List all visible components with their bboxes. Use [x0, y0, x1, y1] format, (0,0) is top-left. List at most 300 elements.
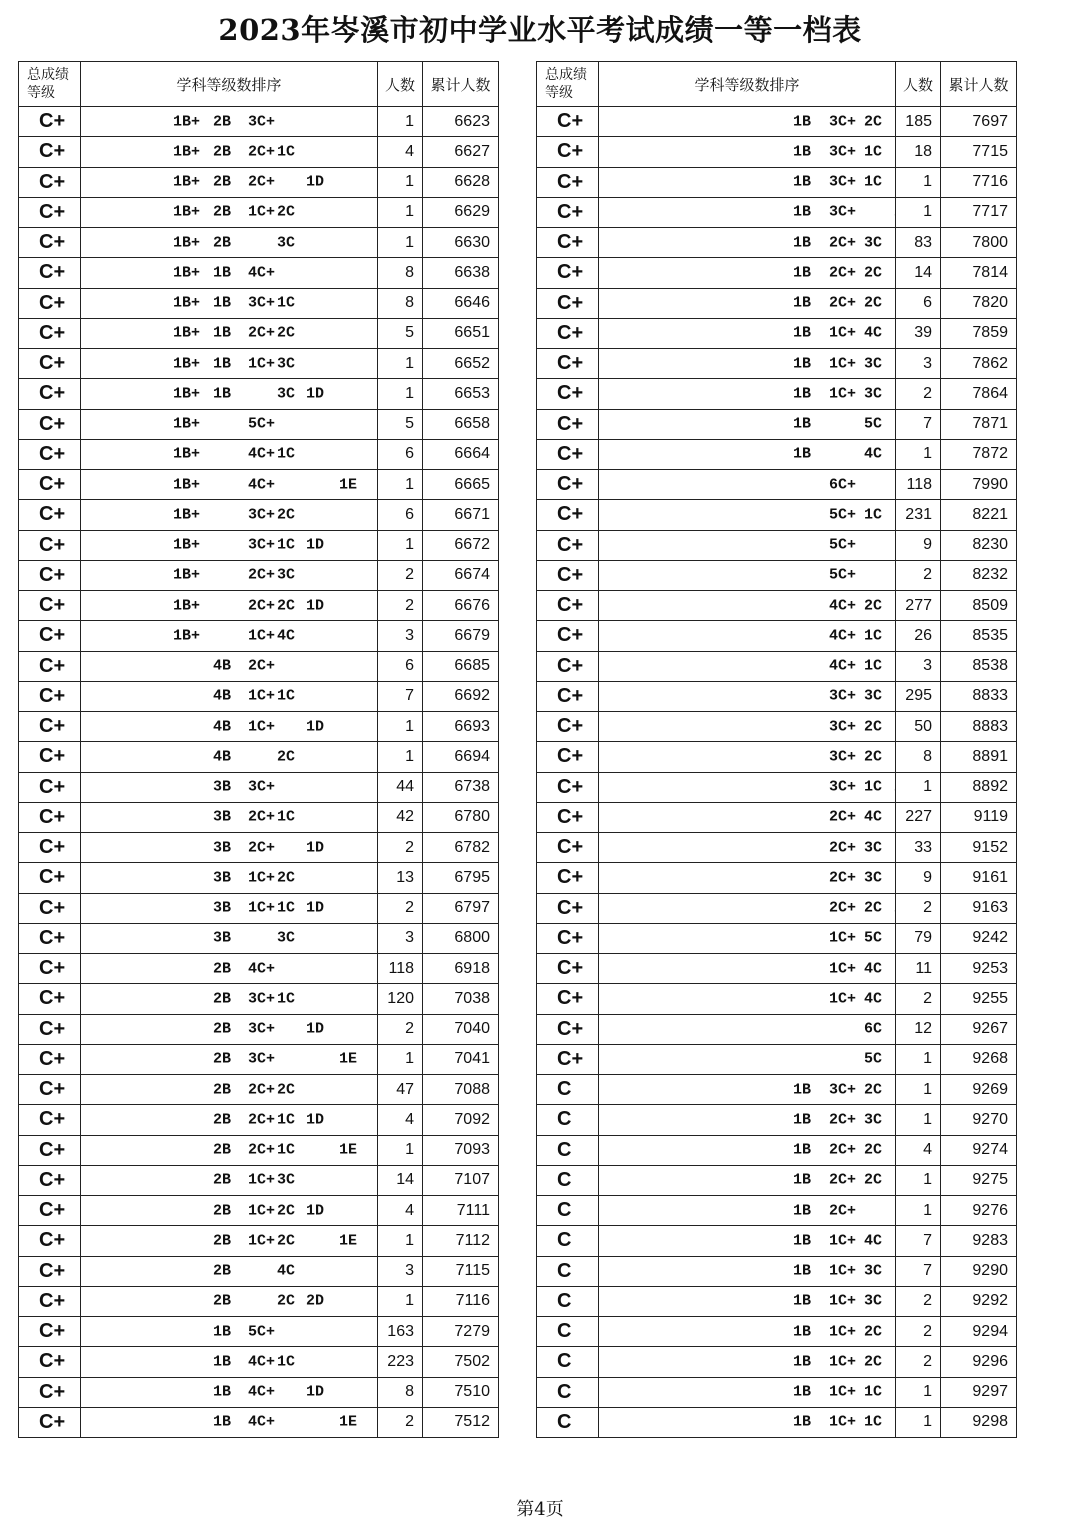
grade-cell: C: [537, 1105, 599, 1135]
combo-token: 2C+: [248, 566, 276, 584]
combo-token: 1C: [864, 506, 883, 524]
cumulative-cell: 9290: [941, 1256, 1017, 1286]
combo-cell: [599, 681, 896, 711]
combo-token: 1C+: [829, 990, 857, 1008]
grade-cell: C: [537, 1165, 599, 1195]
combo-token: 2C: [864, 1081, 883, 1099]
combo-token: 1C+: [248, 355, 276, 373]
count-cell: 3: [378, 621, 423, 651]
combo-cell: [599, 530, 896, 560]
page-title: 2023年岑溪市初中学业水平考试成绩一等一档表: [218, 13, 862, 47]
combo-token: 3C+: [248, 294, 276, 312]
cumulative-cell: 6651: [423, 318, 499, 348]
table-row: [19, 439, 499, 469]
grade-cell: C+: [19, 833, 81, 863]
combo-token: 1B: [213, 385, 232, 403]
table-row: [19, 984, 499, 1014]
combo-token: 1C+: [829, 929, 857, 947]
combo-token: 1C+: [829, 385, 857, 403]
combo-token: 1B: [793, 264, 812, 282]
cumulative-cell: 6795: [423, 863, 499, 893]
grade-cell: C+: [537, 167, 599, 197]
cumulative-cell: 8883: [941, 712, 1017, 742]
combo-token: 3C: [277, 355, 296, 373]
combo-cell: [81, 1044, 378, 1074]
combo-token: 1C: [277, 294, 296, 312]
table-row: [537, 1347, 1017, 1377]
table-row: [537, 1135, 1017, 1165]
table-row: [19, 772, 499, 802]
grade-cell: C+: [19, 530, 81, 560]
grade-cell: C+: [19, 137, 81, 167]
grade-cell: C+: [19, 409, 81, 439]
combo-token: 1B: [213, 1353, 232, 1371]
combo-token: 1C: [277, 899, 296, 917]
combo-token: 1C: [277, 687, 296, 705]
cumulative-cell: 7512: [423, 1407, 499, 1437]
grade-cell: C+: [537, 772, 599, 802]
table-row: [19, 1347, 499, 1377]
grade-cell: C+: [19, 651, 81, 681]
combo-token: 3B: [213, 778, 232, 796]
table-row: [537, 1286, 1017, 1316]
combo-cell: [81, 1317, 378, 1347]
table-row: [19, 1196, 499, 1226]
combo-token: 1D: [306, 173, 325, 191]
table-row: [537, 772, 1017, 802]
combo-token: 2C+: [829, 899, 857, 917]
combo-cell: [81, 530, 378, 560]
count-cell: 3: [378, 1256, 423, 1286]
combo-cell: [81, 833, 378, 863]
cumulative-cell: 9269: [941, 1075, 1017, 1105]
header-count: 人数: [378, 62, 423, 107]
header-combo: 学科等级数排序: [599, 62, 896, 107]
combo-token: 3C+: [829, 748, 857, 766]
count-cell: 1: [378, 742, 423, 772]
cumulative-cell: 7040: [423, 1014, 499, 1044]
table-row: [19, 500, 499, 530]
combo-token: 1B: [793, 1232, 812, 1250]
grade-cell: C+: [537, 500, 599, 530]
combo-token: 3C: [864, 355, 883, 373]
combo-cell: [81, 439, 378, 469]
combo-token: 2C: [864, 113, 883, 131]
combo-token: 4C+: [829, 597, 857, 615]
combo-token: 3C+: [829, 113, 857, 131]
combo-token: [894, 264, 896, 281]
table-row: [19, 1014, 499, 1044]
cumulative-cell: 6693: [423, 712, 499, 742]
grade-cell: C+: [19, 742, 81, 772]
count-cell: 1: [378, 1044, 423, 1074]
cumulative-cell: 9255: [941, 984, 1017, 1014]
grade-cell: C+: [19, 1256, 81, 1286]
combo-cell: [599, 1407, 896, 1437]
combo-token: 3C: [277, 234, 296, 252]
table-row: [537, 651, 1017, 681]
table-row: [19, 409, 499, 439]
combo-token: 3C+: [248, 990, 276, 1008]
table-row: [19, 742, 499, 772]
cumulative-cell: 9242: [941, 923, 1017, 953]
combo-token: 3C: [864, 234, 883, 252]
combo-token: 2B: [213, 1232, 232, 1250]
combo-token: 5C+: [248, 1323, 276, 1341]
combo-token: 1C: [864, 173, 883, 191]
cumulative-cell: 9292: [941, 1286, 1017, 1316]
combo-token: 1B+: [173, 476, 201, 494]
combo-token: 1C+: [829, 960, 857, 978]
combo-cell: [599, 712, 896, 742]
combo-token: 1C+: [248, 687, 276, 705]
combo-token: 3C+: [248, 536, 276, 554]
combo-token: 1D: [306, 385, 325, 403]
combo-token: 1B+: [173, 234, 201, 252]
count-cell: 1: [896, 1196, 941, 1226]
cumulative-cell: 6629: [423, 197, 499, 227]
cumulative-cell: 8230: [941, 530, 1017, 560]
combo-token: 1C: [864, 627, 883, 645]
count-cell: 1: [896, 1407, 941, 1437]
count-cell: 1: [378, 107, 423, 137]
cumulative-cell: 6800: [423, 923, 499, 953]
count-cell: 227: [896, 802, 941, 832]
grade-cell: C+: [19, 893, 81, 923]
combo-token: 1C: [864, 1383, 883, 1401]
count-cell: 5: [378, 318, 423, 348]
combo-token: 2B: [213, 1020, 232, 1038]
grade-cell: C+: [19, 228, 81, 258]
combo-token: 5C: [864, 929, 883, 947]
table-row: [537, 107, 1017, 137]
combo-token: 3C: [864, 1111, 883, 1129]
combo-cell: [599, 863, 896, 893]
combo-token: 1D: [306, 597, 325, 615]
table-row: [19, 349, 499, 379]
count-cell: 2: [896, 1317, 941, 1347]
combo-cell: [599, 1105, 896, 1135]
table-row: [19, 1377, 499, 1407]
grade-cell: C: [537, 1135, 599, 1165]
combo-token: 1C: [277, 808, 296, 826]
cumulative-cell: 6638: [423, 258, 499, 288]
combo-token: 1B: [793, 173, 812, 191]
combo-token: 2C: [277, 1202, 296, 1220]
combo-token: 1C: [277, 1353, 296, 1371]
cumulative-cell: 8833: [941, 681, 1017, 711]
combo-cell: [599, 923, 896, 953]
combo-token: 5C: [864, 1050, 883, 1068]
combo-cell: [599, 651, 896, 681]
combo-token: 3C+: [248, 1050, 276, 1068]
combo-token: 3C: [277, 385, 296, 403]
combo-token: 2C+: [829, 1171, 857, 1189]
combo-token: 1B: [793, 1383, 812, 1401]
count-cell: 277: [896, 591, 941, 621]
combo-cell: [81, 742, 378, 772]
combo-cell: [599, 1044, 896, 1074]
combo-token: 1B+: [173, 597, 201, 615]
table-row: [537, 1407, 1017, 1437]
grade-cell: C+: [537, 197, 599, 227]
combo-token: 1B: [213, 1383, 232, 1401]
combo-cell: [81, 1135, 378, 1165]
combo-token: 1B: [793, 294, 812, 312]
combo-token: 5C+: [829, 506, 857, 524]
combo-cell: [81, 349, 378, 379]
count-cell: 163: [378, 1317, 423, 1347]
grade-cell: C+: [19, 1377, 81, 1407]
combo-token: 3C: [864, 1292, 883, 1310]
combo-cell: [81, 167, 378, 197]
combo-token: 1B: [793, 324, 812, 342]
table-row: [19, 167, 499, 197]
combo-token: 1C: [277, 1111, 296, 1129]
cumulative-cell: 7041: [423, 1044, 499, 1074]
grade-cell: C+: [19, 349, 81, 379]
count-cell: 1: [378, 1135, 423, 1165]
grade-cell: C+: [19, 591, 81, 621]
combo-token: 2C+: [248, 839, 276, 857]
combo-token: 1B: [213, 1323, 232, 1341]
combo-cell: [81, 681, 378, 711]
count-cell: 18: [896, 137, 941, 167]
count-cell: 2: [378, 1407, 423, 1437]
combo-token: 1C: [277, 1141, 296, 1159]
combo-token: 1D: [306, 1111, 325, 1129]
combo-token: 3C+: [248, 506, 276, 524]
count-cell: 33: [896, 833, 941, 863]
combo-token: 4C: [864, 324, 883, 342]
combo-token: 1B: [793, 1353, 812, 1371]
combo-token: 2C: [277, 1232, 296, 1250]
combo-token: 4C: [864, 445, 883, 463]
combo-token: 2B: [213, 234, 232, 252]
count-cell: 2: [896, 379, 941, 409]
combo-cell: [81, 923, 378, 953]
combo-token: 1B: [793, 445, 812, 463]
header-count: 人数: [896, 62, 941, 107]
combo-token: 3C+: [829, 1081, 857, 1099]
table-row: [537, 1014, 1017, 1044]
count-cell: 2: [378, 833, 423, 863]
combo-token: 1B+: [173, 203, 201, 221]
cumulative-cell: 7115: [423, 1256, 499, 1286]
combo-token: 2C: [277, 869, 296, 887]
combo-token: 1E: [339, 476, 358, 494]
combo-token: 2C: [864, 294, 883, 312]
grade-cell: C+: [19, 1196, 81, 1226]
table-row: [19, 107, 499, 137]
count-cell: 79: [896, 923, 941, 953]
combo-token: 4C+: [248, 1413, 276, 1431]
table-row: [19, 228, 499, 258]
grade-cell: C+: [19, 1044, 81, 1074]
combo-cell: [81, 984, 378, 1014]
score-table-right: [536, 61, 1017, 1438]
count-cell: 1: [896, 197, 941, 227]
combo-token: 2C+: [829, 264, 857, 282]
cumulative-cell: 7107: [423, 1165, 499, 1195]
cumulative-cell: 6630: [423, 228, 499, 258]
cumulative-cell: 6652: [423, 349, 499, 379]
combo-token: 1C: [277, 143, 296, 161]
combo-token: 1B+: [173, 173, 201, 191]
combo-token: 1C+: [829, 355, 857, 373]
table-row: [19, 1165, 499, 1195]
cumulative-cell: 8538: [941, 651, 1017, 681]
grade-cell: C+: [19, 1347, 81, 1377]
cumulative-cell: 7871: [941, 409, 1017, 439]
cumulative-cell: 9268: [941, 1044, 1017, 1074]
table-row: [537, 591, 1017, 621]
count-cell: 1: [896, 439, 941, 469]
combo-token: 2B: [213, 990, 232, 1008]
cumulative-cell: 8535: [941, 621, 1017, 651]
combo-token: 5C: [864, 415, 883, 433]
combo-token: 2C+: [829, 808, 857, 826]
table-row: [537, 1105, 1017, 1135]
combo-token: 3C: [277, 1171, 296, 1189]
table-row: [19, 1256, 499, 1286]
combo-token: 3C+: [248, 778, 276, 796]
table-row: [19, 288, 499, 318]
cumulative-cell: 9298: [941, 1407, 1017, 1437]
combo-token: 2C+: [248, 808, 276, 826]
combo-cell: [599, 197, 896, 227]
combo-token: 2B: [213, 203, 232, 221]
table-row: [19, 1286, 499, 1316]
combo-token: 3C: [864, 869, 883, 887]
combo-token: 2C: [864, 899, 883, 917]
cumulative-cell: 6672: [423, 530, 499, 560]
combo-cell: [81, 772, 378, 802]
combo-token: 1B+: [173, 113, 201, 131]
combo-token: 1B+: [173, 324, 201, 342]
combo-token: [894, 537, 896, 554]
combo-cell: [81, 651, 378, 681]
grade-cell: C+: [19, 1105, 81, 1135]
grade-cell: C+: [19, 1075, 81, 1105]
combo-cell: [599, 228, 896, 258]
table-row: [19, 1135, 499, 1165]
combo-token: 2B: [213, 1202, 232, 1220]
combo-token: 1B: [793, 1262, 812, 1280]
combo-token: 2D: [306, 1292, 325, 1310]
grade-cell: C+: [537, 349, 599, 379]
table-row: [537, 1196, 1017, 1226]
table-row: [537, 621, 1017, 651]
count-cell: 2: [378, 1014, 423, 1044]
combo-cell: [599, 1226, 896, 1256]
count-cell: 120: [378, 984, 423, 1014]
cumulative-cell: 7279: [423, 1317, 499, 1347]
combo-token: 1C+: [829, 1323, 857, 1341]
count-cell: 7: [896, 1226, 941, 1256]
combo-token: 1C: [277, 536, 296, 554]
grade-cell: C: [537, 1377, 599, 1407]
combo-token: 2C: [277, 1081, 296, 1099]
combo-token: 3C+: [829, 778, 857, 796]
combo-cell: [599, 1014, 896, 1044]
combo-token: 2C: [864, 1141, 883, 1159]
combo-token: 1C: [864, 1413, 883, 1431]
combo-cell: [599, 1075, 896, 1105]
cumulative-cell: 7716: [941, 167, 1017, 197]
grade-cell: C+: [537, 530, 599, 560]
table-row: [537, 923, 1017, 953]
combo-token: 1B: [793, 1111, 812, 1129]
count-cell: 7: [896, 1256, 941, 1286]
combo-cell: [81, 954, 378, 984]
cumulative-cell: 9276: [941, 1196, 1017, 1226]
combo-token: [894, 1263, 896, 1280]
grade-cell: C+: [19, 1135, 81, 1165]
table-row: [19, 893, 499, 923]
combo-token: 3C+: [829, 143, 857, 161]
combo-token: 5C+: [248, 415, 276, 433]
grade-cell: C: [537, 1075, 599, 1105]
combo-token: 3C: [864, 839, 883, 857]
grade-cell: C+: [19, 439, 81, 469]
table-row: [19, 802, 499, 832]
cumulative-cell: 6918: [423, 954, 499, 984]
combo-token: 4C+: [248, 476, 276, 494]
combo-token: 1B: [213, 355, 232, 373]
table-row: [537, 379, 1017, 409]
grade-cell: C+: [537, 742, 599, 772]
combo-token: 2C+: [248, 1081, 276, 1099]
combo-token: 2B: [213, 173, 232, 191]
combo-token: 1B+: [173, 566, 201, 584]
combo-cell: [81, 1105, 378, 1135]
cumulative-cell: 7502: [423, 1347, 499, 1377]
count-cell: 1: [378, 349, 423, 379]
count-cell: 2: [896, 893, 941, 923]
combo-token: 3B: [213, 929, 232, 947]
grade-cell: C: [537, 1196, 599, 1226]
count-cell: 3: [896, 349, 941, 379]
grade-cell: C+: [537, 591, 599, 621]
combo-cell: [599, 954, 896, 984]
count-cell: 4: [896, 1135, 941, 1165]
cumulative-cell: 9161: [941, 863, 1017, 893]
combo-cell: [81, 1377, 378, 1407]
cumulative-cell: 6679: [423, 621, 499, 651]
combo-token: 3C+: [829, 173, 857, 191]
cumulative-cell: 6797: [423, 893, 499, 923]
grade-cell: C+: [19, 712, 81, 742]
combo-token: 2B: [213, 1292, 232, 1310]
combo-token: 2C+: [248, 324, 276, 342]
cumulative-cell: 9296: [941, 1347, 1017, 1377]
combo-token: 4C+: [248, 264, 276, 282]
combo-token: 1C+: [829, 1383, 857, 1401]
combo-token: 4C+: [248, 1353, 276, 1371]
combo-token: 2C: [277, 597, 296, 615]
count-cell: 42: [378, 802, 423, 832]
count-cell: 8: [896, 742, 941, 772]
count-cell: 1: [896, 1377, 941, 1407]
grade-cell: C+: [19, 681, 81, 711]
combo-cell: [599, 560, 896, 590]
combo-cell: [599, 288, 896, 318]
combo-token: 4C: [864, 990, 883, 1008]
combo-token: 3C+: [829, 203, 857, 221]
combo-cell: [599, 591, 896, 621]
cumulative-cell: 6782: [423, 833, 499, 863]
